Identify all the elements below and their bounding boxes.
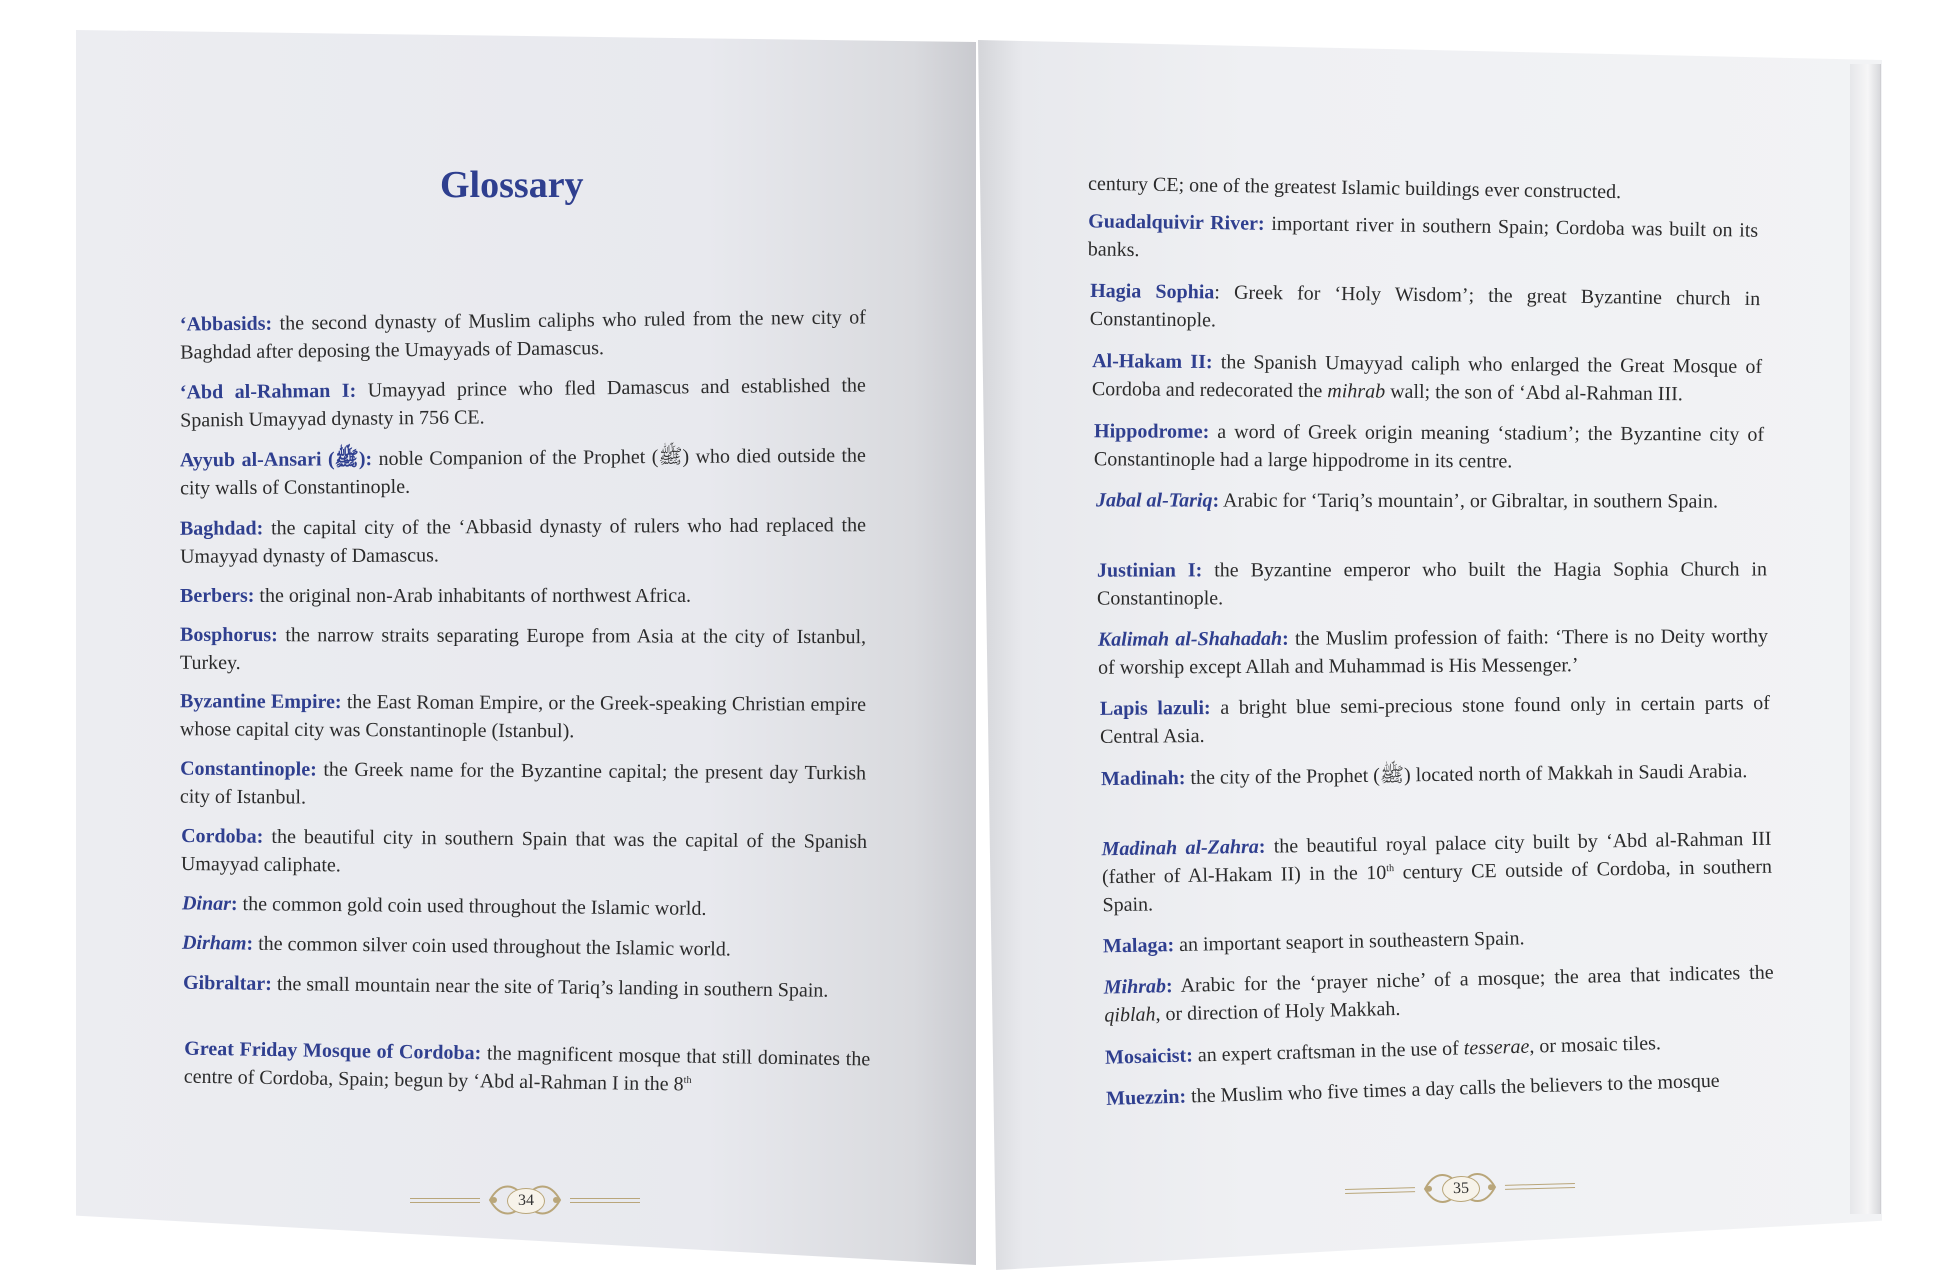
glossary-entry: Dirham: the common silver coin used throughout the Islamic world.: [181, 931, 731, 961]
glossary-entry: Ayyub al-Ansari (ﷺ): noble Companion of the Prophet (ﷺ) who died outside the city walls of Constantinople.: [179, 444, 866, 500]
glossary-entry: Malaga: an important seaport in southeastern Spain.: [1102, 927, 1525, 958]
glossary-entry: Baghdad: the capital city of the ‘Abbasid dynasty of rulers who had replaced the Umayyad dynasty of Damascus.: [179, 514, 866, 568]
glossary-entry: Al-Hakam II: the Spanish Umayyad caliph who enlarged the Great Mosque of Cordoba and redecorated the mihrab wall; the son of ‘Abd al-Rahman III.: [1091, 350, 1763, 406]
glossary-entry: Constantinople: the Greek name for the Byzantine capital; the present day Turkish city of Istanbul.: [179, 757, 867, 809]
glossary-entry: Muezzin: the Muslim who five times a day calls the believers to the mosque: [1105, 1069, 1720, 1110]
page-number: 34: [507, 1188, 545, 1214]
glossary-entry: Kalimah al-Shahadah: the Muslim profession of faith: ‘There is no Deity worthy of worship except Allah and Muhammad is His Messenger.’: [1097, 625, 1768, 679]
glossary-entry: Dinar: the common gold coin used throughout the Islamic world.: [181, 892, 707, 920]
page-number-footer: [1345, 1165, 1576, 1211]
page-number-footer: [410, 1180, 640, 1220]
glossary-entry: Cordoba: the beautiful city in southern Spain that was the capital of the Spanish Umayyad caliphate.: [180, 825, 868, 877]
glossary-entry: Mihrab: Arabic for the ‘prayer niche’ of a mosque; the area that indicates the qiblah, or direction of Holy Makkah.: [1103, 961, 1774, 1027]
glossary-entry: Madinah: the city of the Prophet (ﷺ) located north of Makkah in Saudi Arabia.: [1100, 760, 1748, 791]
glossary-entry: Hippodrome: a word of Greek origin meaning ‘stadium’; the Byzantine city of Constantinople had a large hippodrome in its centre.: [1093, 420, 1765, 473]
glossary-entry: Guadalquivir River: important river in southern Spain; Cordoba was built on its banks.: [1087, 210, 1759, 262]
glossary-entry: Justinian I: the Byzantine emperor who built the Hagia Sophia Church in Constantinople.: [1096, 558, 1767, 610]
glossary-entry: Hagia Sophia: Greek for ‘Holy Wisdom’; the great Byzantine church in Constantinople.: [1089, 279, 1761, 332]
glossary-continuation: century CE; one of the greatest Islamic buildings ever constructed.: [1087, 172, 1622, 204]
glossary-entry: Great Friday Mosque of Cordoba: the magnificent mosque that still dominates the centre of Cordoba, Spain; begun by ‘Abd al-Rahman I in the 8th: [183, 1037, 871, 1096]
glossary-entry: Madinah al-Zahra: the beautiful royal palace city built by ‘Abd al-Rahman III (father of Al-Hakam II) in the 10th century CE outside of Cordoba, in southern Spain.: [1101, 827, 1773, 917]
page-title: Glossary: [440, 164, 584, 206]
page-number: 35: [1442, 1175, 1481, 1202]
footer-rule-left: [410, 1198, 480, 1203]
glossary-entry: Berbers: the original non-Arab inhabitants of northwest Africa.: [180, 585, 691, 607]
glossary-entry: Mosaicist: an expert craftsman in the use of tesserae, or mosaic tiles.: [1104, 1032, 1662, 1069]
glossary-entry: Lapis lazuli: a bright blue semi-precious stone found only in certain parts of Central Asia.: [1099, 692, 1770, 748]
page-stack-edge: [1850, 64, 1881, 1214]
glossary-entry: Gibraltar: the small mountain near the site of Tariq’s landing in southern Spain.: [182, 971, 829, 1002]
glossary-entry: Jabal al-Tariq: Arabic for ‘Tariq’s mountain’, or Gibraltar, in southern Spain.: [1095, 489, 1718, 513]
glossary-entry: ‘Abbasids: the second dynasty of Muslim caliphs who ruled from the new city of Baghdad after deposing the Umayyads of Damascus.: [179, 306, 866, 364]
footer-rule-left: [1345, 1187, 1415, 1194]
glossary-entry: Bosphorus: the narrow straits separating Europe from Asia at the city of Istanbul, Turkey.: [179, 623, 867, 675]
glossary-entry: Byzantine Empire: the East Roman Empire, or the Greek-speaking Christian empire whose capital city was Constantinople (Istanbul).: [179, 690, 867, 743]
footer-rule-right: [1505, 1183, 1575, 1190]
glossary-entry: ‘Abd al-Rahman I: Umayyad prince who fled Damascus and established the Spanish Umayyad dynasty in 756 CE.: [179, 374, 866, 432]
footer-rule-right: [570, 1198, 640, 1203]
